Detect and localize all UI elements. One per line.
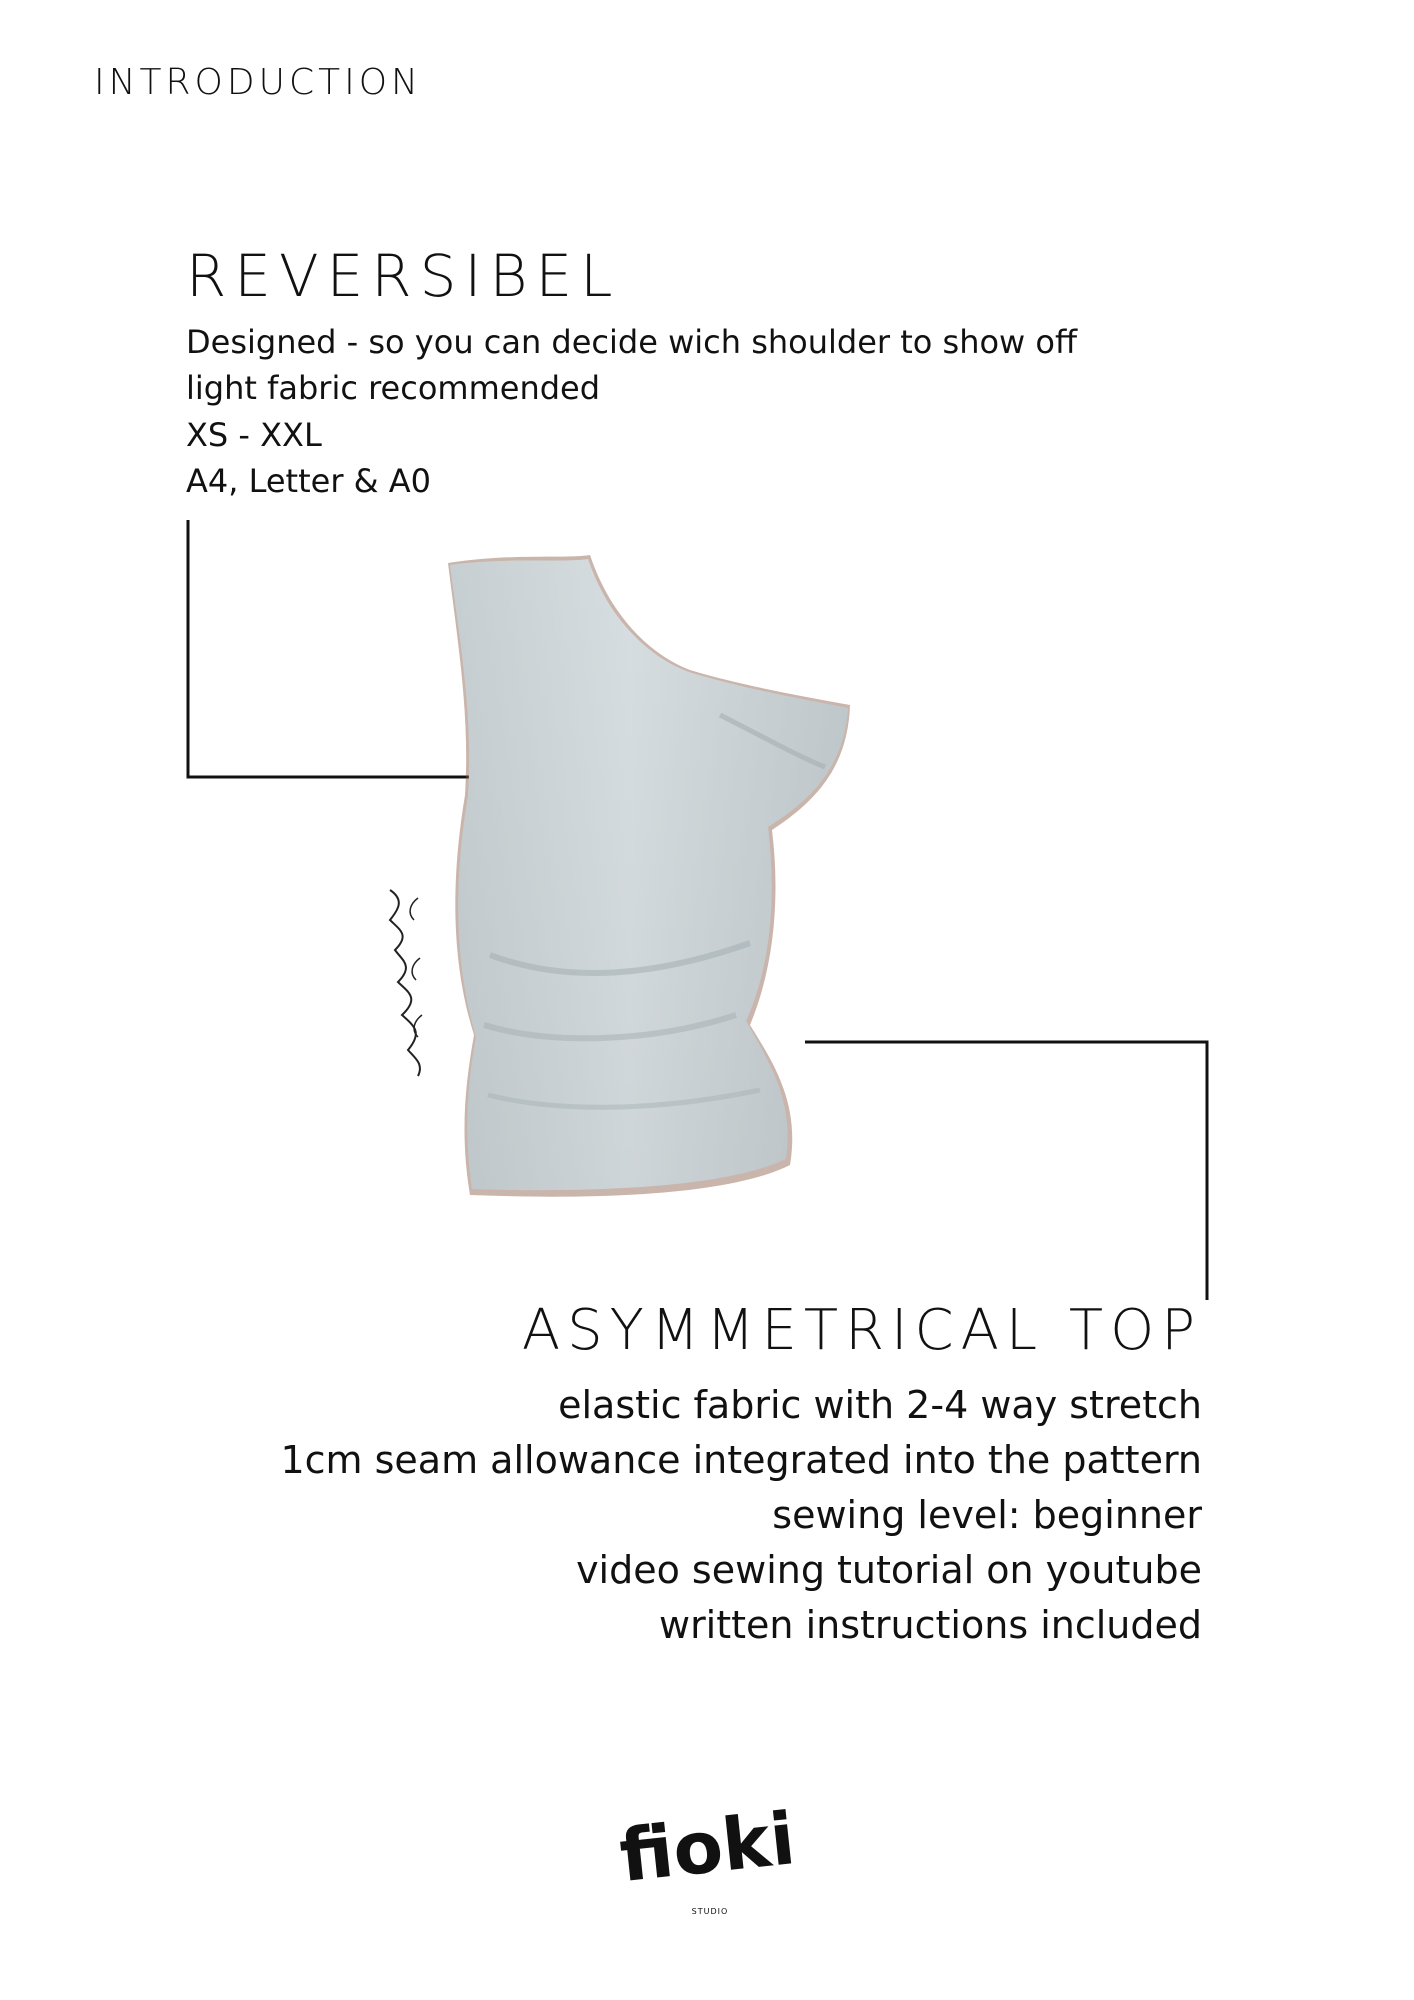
- svg-text:STUDIO: STUDIO: [691, 1907, 729, 1916]
- signature-accent-3: [414, 1015, 422, 1037]
- reversible-description: Designed - so you can decide wich shoulder to show off: [186, 322, 1078, 361]
- fioki-studio-logo: [600, 1790, 820, 1930]
- asymmetrical-section: [202, 1300, 1202, 1653]
- svg-text:fioki: fioki: [615, 1796, 799, 1899]
- signature-accent-2: [412, 958, 420, 980]
- garment-highlight: [450, 559, 848, 1190]
- sewing-level: sewing level: beginner: [772, 1492, 1202, 1537]
- paper-formats: A4, Letter & A0: [186, 461, 432, 500]
- seam-allowance-note: 1cm seam allowance integrated into the pattern: [280, 1437, 1202, 1482]
- instructions-note: written instructions included: [658, 1602, 1202, 1647]
- signature-image: [360, 880, 460, 1080]
- fabric-recommendation: light fabric recommended: [186, 369, 601, 408]
- video-tutorial-note: video sewing tutorial on youtube: [576, 1547, 1202, 1592]
- stretch-note: elastic fabric with 2-4 way stretch: [558, 1382, 1202, 1427]
- signature-stroke: [390, 890, 420, 1076]
- size-range: XS - XXL: [186, 415, 322, 454]
- asymmetrical-title: ASYMMETRICAL TOP: [521, 1298, 1202, 1363]
- page-heading: INTRODUCTION: [94, 62, 422, 103]
- reversible-section: [186, 242, 1136, 504]
- reversible-title: REVERSIBEL: [186, 242, 621, 310]
- signature-accent-1: [410, 898, 418, 920]
- garment-image: [430, 545, 950, 1245]
